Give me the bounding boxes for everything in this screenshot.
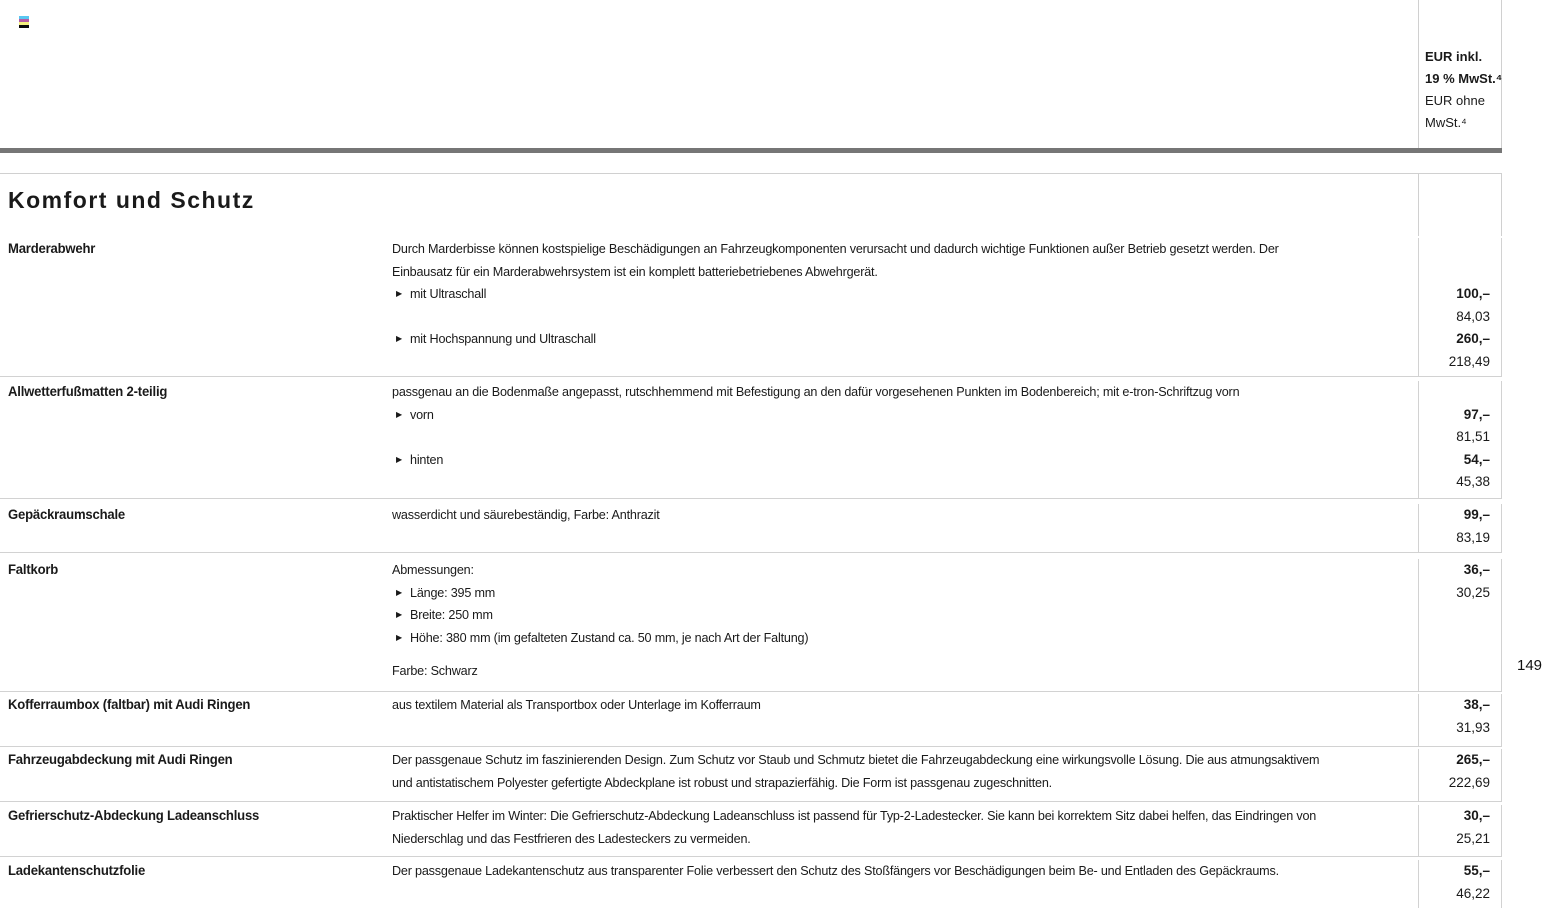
section-title: Komfort und Schutz (8, 187, 255, 213)
row-label (0, 694, 392, 746)
row-label-text: Kofferraumbox (faltbar) mit Audi Ringen (8, 697, 251, 712)
bullet-text: Breite: 250 mm (410, 607, 493, 622)
bullet-triangle-icon: ▶ (396, 334, 403, 343)
bullet-line (392, 449, 1418, 472)
price-excl-vat: 81,51 (1456, 429, 1490, 444)
row-label-text: Marderabwehr (8, 241, 96, 256)
price-excl-vat: 30,25 (1456, 584, 1490, 600)
row-prices (1418, 504, 1502, 552)
bullet-line (392, 328, 1418, 351)
table-row (0, 236, 1502, 376)
bullet-line (392, 627, 1418, 650)
price-excl-vat: 45,38 (1456, 474, 1490, 489)
price-header-line: MwSt.⁴ (1425, 115, 1467, 130)
description-text: Der passgenaue Schutz im faszinierenden Design. Zum Schutz vor Staub und Schmutz bietet die Fahrzeugabdeckung eine wirkungsvolle Lösung. Die aus atmungsaktivem (392, 752, 1320, 767)
description-text: Niederschlag und das Festfrieren des Ladesteckers zu vermeiden. (392, 830, 751, 846)
price-incl-vat: 97,– (1463, 406, 1490, 422)
row-prices (1418, 694, 1502, 746)
price-pair (1419, 328, 1490, 373)
blank-line (392, 306, 1418, 329)
price-pair (1419, 559, 1490, 604)
bullet-line (392, 404, 1418, 427)
table-row (0, 376, 1502, 498)
price-header-line: EUR ohne (1425, 93, 1485, 108)
description-line (392, 772, 1418, 795)
description-text: wasserdicht und säurebeständig, Farbe: Anthrazit (392, 507, 660, 522)
description-text: Einbausatz für ein Marderabwehrsystem ist ein komplett batteriebetriebenes Abwehrgerät. (392, 263, 878, 279)
bullet-line (392, 283, 1418, 306)
bullet-triangle-icon: ▶ (396, 289, 403, 298)
price-excl-vat: 31,93 (1456, 719, 1490, 735)
price-pair (1419, 404, 1490, 449)
row-prices (1418, 749, 1502, 801)
price-incl-vat: 260,– (1456, 331, 1490, 346)
description-text: Abmessungen: (392, 562, 474, 577)
price-excl-vat: 25,21 (1456, 830, 1490, 846)
price-pair (1419, 504, 1490, 549)
description-line (392, 504, 1418, 527)
color-stripe (19, 25, 29, 28)
price-header-line: EUR inkl. (1425, 49, 1483, 64)
row-label-text: Gepäckraumschale (8, 507, 126, 522)
price-excl-vat: 46,22 (1456, 885, 1490, 901)
price-column-header (1418, 0, 1502, 148)
bullet-triangle-icon: ▶ (396, 409, 403, 419)
section-heading-cell (0, 174, 1418, 236)
price-incl-vat: 99,– (1463, 507, 1490, 522)
row-label-text: Ladekantenschutzfolie (8, 863, 146, 878)
description-text: Praktischer Helfer im Winter: Die Gefrierschutz-Abdeckung Ladeanschluss ist passend für Typ-2-Ladestecker. Sie kann bei korrektem Sitz dabei helfen, das Eindringen von (392, 808, 1317, 823)
bullet-triangle-icon: ▶ (396, 454, 403, 464)
price-column-spacer (1418, 174, 1502, 236)
price-pair (1419, 805, 1490, 850)
row-label (0, 805, 392, 856)
price-pair (1419, 283, 1490, 328)
description-line (392, 694, 1418, 717)
price-pair (1419, 860, 1490, 905)
table-rows (0, 236, 1502, 908)
description-line (392, 805, 1418, 828)
description-text: Durch Marderbisse können kostspielige Beschädigungen an Fahrzeugkomponenten verursacht und dadurch wichtige Funktionen außer Betrieb gesetzt werden. Der (392, 241, 1279, 256)
description-text: und antistatischem Polyester gefertigte Abdeckplane ist robust und strapazierfähig. Die Form ist passgenau zugeschnitten. (392, 774, 1052, 790)
price-incl-vat: 38,– (1463, 697, 1490, 712)
price-incl-vat: 265,– (1456, 752, 1490, 767)
price-incl-vat: 54,– (1463, 451, 1490, 467)
bullet-text: mit Ultraschall (410, 286, 487, 301)
description-line (392, 238, 1418, 261)
table-row (0, 746, 1502, 801)
price-excl-vat: 83,19 (1456, 529, 1490, 545)
bullet-line (392, 582, 1418, 605)
row-label (0, 559, 392, 691)
row-description (392, 381, 1418, 498)
row-description (392, 238, 1418, 376)
description-line (392, 860, 1418, 883)
bullet-text: hinten (410, 451, 444, 467)
description-line (392, 261, 1418, 284)
row-description (392, 860, 1418, 908)
row-label (0, 504, 392, 552)
row-prices (1418, 559, 1502, 691)
row-description (392, 805, 1418, 856)
description-line (392, 559, 1418, 582)
price-incl-vat: 55,– (1463, 863, 1490, 878)
row-label-text: Allwetterfußmatten 2-teilig (8, 384, 168, 399)
bullet-text: vorn (410, 406, 434, 422)
price-incl-vat: 30,– (1463, 808, 1490, 823)
price-incl-vat: 36,– (1463, 562, 1490, 577)
table-row (0, 691, 1502, 746)
accessories-table (0, 173, 1502, 908)
description-text: passgenau an die Bodenmaße angepasst, rutschhemmend mit Befestigung an den dafür vorgesehenen Punkten im Bodenbereich; mit e-tron-Schriftzug vorn (392, 384, 1240, 399)
table-row (0, 498, 1502, 552)
row-label-text: Gefrierschutz-Abdeckung Ladeanschluss (8, 808, 260, 823)
row-prices (1418, 381, 1502, 498)
table-row (0, 856, 1502, 908)
price-header-line: 19 % MwSt.⁴ (1425, 71, 1503, 86)
bullet-text: Länge: 395 mm (410, 584, 496, 600)
page-number: 149 (1517, 657, 1543, 674)
description-line (392, 749, 1418, 772)
row-prices (1418, 238, 1502, 376)
section-heading-row (0, 174, 1502, 236)
blank-line (392, 426, 1418, 449)
header-divider-bar (0, 148, 1502, 153)
page-header (0, 0, 1502, 148)
table-row (0, 801, 1502, 856)
description-line (392, 828, 1418, 851)
row-prices (1418, 805, 1502, 856)
price-excl-vat: 222,69 (1448, 774, 1490, 790)
price-excl-vat: 84,03 (1456, 308, 1490, 324)
description-text: aus textilem Material als Transportbox oder Unterlage im Kofferraum (392, 697, 761, 712)
cmyk-color-bar-icon (19, 16, 29, 28)
row-prices (1418, 860, 1502, 908)
table-row (0, 552, 1502, 691)
price-pair (1419, 749, 1490, 794)
description-line (392, 381, 1418, 404)
row-label (0, 860, 392, 908)
row-label-text: Fahrzeugabdeckung mit Audi Ringen (8, 752, 233, 767)
row-label (0, 749, 392, 801)
row-label (0, 238, 392, 376)
description-line (392, 660, 1418, 683)
description-text: Farbe: Schwarz (392, 663, 478, 678)
row-description (392, 749, 1418, 801)
bullet-triangle-icon: ▶ (396, 587, 403, 597)
description-text: Der passgenaue Ladekantenschutz aus transparenter Folie verbessert den Schutz des Stoßfängers vor Beschädigungen beim Be- und Entladen des Gepäckraums. (392, 863, 1279, 878)
bullet-line (392, 604, 1418, 627)
row-description (392, 504, 1418, 552)
row-description (392, 694, 1418, 746)
bullet-triangle-icon: ▶ (396, 610, 403, 619)
bullet-text: Höhe: 380 mm (im gefalteten Zustand ca. 50 mm, je nach Art der Faltung) (410, 629, 809, 645)
price-pair (1419, 694, 1490, 739)
price-excl-vat: 218,49 (1448, 353, 1490, 369)
bullet-triangle-icon: ▶ (396, 632, 403, 642)
row-label (0, 381, 392, 498)
bullet-text: mit Hochspannung und Ultraschall (410, 331, 597, 346)
row-description (392, 559, 1418, 691)
price-pair (1419, 449, 1490, 494)
row-label-text: Faltkorb (8, 562, 59, 577)
price-incl-vat: 100,– (1456, 286, 1490, 301)
